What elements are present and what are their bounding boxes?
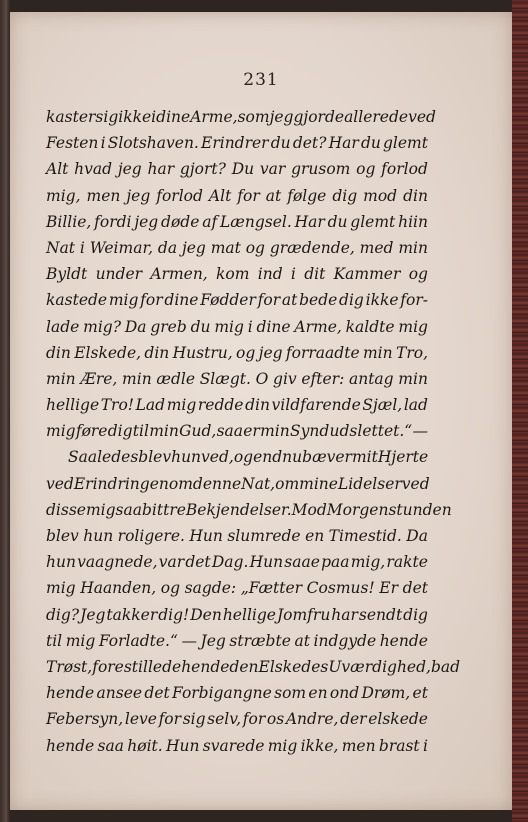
word: har [147, 160, 175, 179]
word: Drøm, [361, 684, 411, 703]
word: Weimar, [89, 238, 154, 257]
text-line [46, 523, 428, 549]
word: Andre, [285, 710, 339, 729]
word: bad [430, 657, 461, 676]
word: Erindringen [73, 474, 169, 493]
word: min [398, 369, 428, 388]
word: „Fætter [240, 579, 303, 598]
word: mig? [83, 317, 122, 336]
word: et [412, 684, 428, 703]
word: Armen, [150, 265, 208, 284]
word: Jeg [200, 631, 226, 650]
word: Tro, [395, 343, 428, 362]
text-line [46, 602, 428, 628]
word: mig [46, 579, 76, 598]
word: grædende, [269, 238, 355, 257]
word: brast [378, 736, 420, 755]
word: ved [401, 474, 430, 493]
word: greb [150, 317, 187, 336]
word: kom [216, 265, 250, 284]
word: til [132, 422, 149, 441]
word: gjort? [179, 160, 226, 179]
word: endnu [253, 448, 303, 467]
word: disse [46, 500, 86, 519]
word: min [46, 369, 76, 388]
book-cover-edge [512, 0, 528, 822]
word: saae [284, 553, 320, 572]
word: udslettet.“ [329, 422, 413, 441]
word: saa [97, 736, 124, 755]
word: og [356, 160, 376, 179]
word: ind [257, 265, 283, 284]
word: Ære, [80, 369, 118, 388]
word: saa [115, 500, 142, 519]
word: Hustru, [172, 343, 233, 362]
word: mig [46, 422, 76, 441]
word: selv, [207, 710, 242, 729]
word: i [100, 134, 106, 153]
word: din [245, 396, 270, 415]
text-line [46, 418, 428, 444]
word: mine [299, 474, 338, 493]
word: og [408, 265, 428, 284]
text-line [46, 733, 428, 759]
word: Da [124, 317, 147, 336]
word: mat [210, 238, 241, 257]
word: det [185, 553, 211, 572]
word: for [242, 710, 266, 729]
word: slumrede [227, 527, 301, 545]
word: mig, [46, 186, 81, 205]
word: din [144, 343, 170, 362]
word: Fødder [200, 291, 256, 310]
word: Længsel. [220, 212, 292, 231]
word: hvad [74, 160, 113, 179]
word: i [79, 238, 85, 257]
word: mig [65, 631, 96, 650]
word: Erindrer [201, 134, 269, 153]
word: Har [294, 212, 325, 231]
word: det [144, 684, 170, 703]
word: det [402, 579, 428, 598]
word: leve [124, 710, 157, 729]
word: ond [329, 684, 360, 703]
word: min [149, 422, 179, 441]
word: elskede [368, 710, 428, 729]
word: i [151, 108, 157, 126]
word: du [360, 134, 381, 153]
word: Du [231, 160, 255, 179]
word: paa [321, 553, 350, 572]
word: jeg [258, 343, 283, 362]
text-line [46, 287, 428, 313]
word: i [290, 265, 296, 284]
word: jeg [181, 238, 206, 257]
word: Har [328, 134, 359, 153]
body-text [46, 104, 461, 759]
word: Arme, [294, 317, 342, 336]
word: Sjæl, [362, 396, 403, 415]
word: og [236, 343, 256, 362]
word: følge [287, 186, 327, 205]
word: Forbigangne [172, 684, 272, 703]
word: takker [106, 605, 158, 624]
word: vaagnede, [77, 553, 158, 572]
word: Morgenstunden [326, 500, 452, 519]
word: dine [156, 108, 191, 126]
word: om [168, 474, 193, 493]
word: Arme, [190, 108, 238, 126]
text-line [46, 706, 428, 732]
word: dig [332, 186, 358, 205]
text-line [46, 209, 428, 235]
word: jeg [117, 160, 142, 179]
word: dig [403, 605, 428, 624]
word: du [270, 134, 291, 153]
word: mig [85, 500, 116, 519]
word: for [140, 291, 163, 310]
word: Hun [189, 527, 223, 545]
word: min [122, 369, 152, 388]
word: bæver [302, 448, 352, 467]
word: høit. [127, 736, 163, 755]
word: lade [46, 317, 80, 336]
word: du [327, 212, 348, 231]
word: dig [107, 422, 133, 441]
word: ansee [96, 684, 143, 703]
text-line [46, 680, 428, 706]
word: Lad [135, 396, 166, 415]
word: sig [182, 710, 206, 729]
word: hende [46, 684, 95, 703]
word: at [265, 186, 282, 205]
word: som [237, 108, 270, 126]
word: mit [351, 448, 378, 467]
word: Uværdighed, [328, 657, 431, 676]
text-line [46, 340, 428, 366]
word: hende [379, 631, 428, 650]
word: for [237, 186, 260, 205]
word: mig [166, 396, 197, 415]
word: Elskedes [258, 657, 329, 676]
word: hende [181, 657, 230, 676]
word: dig [339, 291, 364, 310]
word: af [202, 212, 218, 231]
word: om [275, 474, 300, 493]
word: og [233, 448, 254, 467]
word: til [46, 631, 63, 650]
word: Haanden, [80, 579, 157, 598]
word: giv [273, 369, 297, 388]
word: jeg [269, 108, 294, 126]
word: Alt [208, 186, 232, 205]
word: mig [214, 317, 244, 336]
word: jeg [126, 186, 151, 205]
word: hun [171, 448, 202, 467]
text-line [46, 235, 428, 261]
word: mig [267, 736, 298, 755]
word: Dag. [211, 553, 249, 572]
text-line [46, 314, 428, 340]
word: den [229, 657, 259, 676]
word: os [266, 710, 285, 729]
word: Synd [289, 422, 330, 441]
text-line [46, 104, 436, 130]
word: det? [292, 134, 327, 153]
word: Cosmus! [306, 579, 375, 598]
word: ikke [118, 108, 152, 126]
word: mig [398, 317, 428, 336]
word: fordi [94, 212, 132, 231]
word: Slotshaven. [107, 134, 199, 153]
word: Lidelser [337, 474, 402, 493]
word: du [190, 317, 211, 336]
word: kaldte [345, 317, 395, 336]
word: stræbte [229, 631, 291, 650]
word: Festen [46, 134, 99, 153]
word: ædle [156, 369, 195, 388]
word: hun [83, 527, 114, 545]
word: Hun [166, 736, 200, 755]
word: en [308, 684, 328, 703]
word: har [331, 605, 358, 624]
word: Forladte.“ [98, 631, 178, 650]
word: Alt [46, 160, 69, 179]
word: redde [197, 396, 244, 415]
word: var [158, 553, 185, 572]
word: ikke [365, 291, 399, 310]
word: var [259, 160, 286, 179]
word: glemt [350, 212, 396, 231]
word: kaster [46, 108, 96, 126]
word: saa [216, 422, 243, 441]
word: under [95, 265, 143, 284]
word: som [274, 684, 307, 703]
word: forlod [156, 186, 203, 205]
word: Bekjendelser. [185, 500, 292, 519]
text-line [46, 261, 428, 287]
word: der [340, 710, 367, 729]
word: indgyde [313, 631, 377, 650]
word: ved, [201, 448, 234, 467]
word: er [243, 422, 260, 441]
word: at [294, 631, 310, 650]
book-page [10, 12, 512, 810]
text-line [46, 497, 452, 523]
word: — [181, 631, 197, 650]
word: forlod [381, 160, 428, 179]
word: Billie, [46, 212, 92, 231]
word: føre [75, 422, 108, 441]
word: blev [46, 527, 79, 545]
word: dig? [46, 605, 80, 624]
word: Jomfru [276, 605, 331, 624]
word: roligere. [117, 527, 185, 545]
word: mig, [350, 553, 386, 572]
word: sagde: [184, 579, 237, 598]
word: din [46, 343, 71, 362]
word: døde [161, 212, 200, 231]
text-line [46, 654, 461, 680]
word: og [245, 238, 265, 257]
text-line [46, 444, 428, 470]
word: ved [408, 108, 436, 126]
word: at [281, 291, 298, 310]
word: grusom [291, 160, 351, 179]
text-line [46, 549, 428, 575]
page-number: 231 [243, 70, 279, 90]
word: men [86, 186, 121, 205]
word: jeg [134, 212, 159, 231]
text-line [46, 628, 428, 654]
word: min [398, 238, 428, 257]
word: vildfarende [271, 396, 361, 415]
word: denne [192, 474, 242, 493]
word: antag [348, 369, 394, 388]
word: sig [95, 108, 119, 126]
word: Febersyn, [46, 710, 124, 729]
word: Gud, [179, 422, 217, 441]
word: Nat [46, 238, 76, 257]
text-line [46, 392, 428, 418]
word: lad [403, 396, 428, 415]
word: min [362, 343, 393, 362]
word: og [160, 579, 181, 598]
word: Timestid. [328, 527, 402, 545]
word: Saaledes [68, 448, 139, 467]
word: Den [190, 605, 222, 624]
word: for- [400, 291, 428, 310]
word: men [341, 736, 376, 755]
word: Hun [249, 553, 284, 572]
word: Er [379, 579, 399, 598]
word: mig [108, 291, 139, 310]
word: i [422, 736, 428, 755]
word: Byldt [46, 265, 88, 284]
word: min [260, 422, 290, 441]
word: dine [256, 317, 291, 336]
word: Hjerte [377, 448, 429, 467]
word: Elskede, [74, 343, 142, 362]
word: svarede [202, 736, 265, 755]
word: O [255, 369, 269, 388]
word: Jeg [80, 605, 106, 624]
word: sendt [358, 605, 403, 624]
text-line [46, 130, 428, 156]
word: dine [164, 291, 199, 310]
text-line [46, 183, 428, 209]
word: med [359, 238, 394, 257]
word: hende [46, 736, 95, 755]
text-line [46, 471, 428, 497]
word: Slægt. [199, 369, 251, 388]
word: din [403, 186, 428, 205]
text-line [46, 366, 428, 392]
word: hun [46, 553, 76, 572]
word: gjorde [293, 108, 345, 126]
word: forestillede [92, 657, 182, 676]
word: dig! [158, 605, 190, 624]
word: for [257, 291, 281, 310]
word: bittre [141, 500, 186, 519]
word: Da [406, 527, 428, 545]
word: hiin [398, 212, 428, 231]
text-line [46, 575, 428, 601]
word: hellige [222, 605, 276, 624]
word: Mod [291, 500, 327, 519]
word: dit [304, 265, 326, 284]
word: en [305, 527, 325, 545]
word: bede [299, 291, 338, 310]
word: allerede [344, 108, 409, 126]
word: efter: [301, 369, 345, 388]
word: i [247, 317, 253, 336]
word: Kammer [333, 265, 401, 284]
word: glemt [383, 134, 428, 153]
word: Tro! [100, 396, 135, 415]
word: Nat, [241, 474, 276, 493]
word: rakte [386, 553, 428, 572]
word: mod [363, 186, 398, 205]
word: da [157, 238, 178, 257]
word: forraadte [285, 343, 360, 362]
word: for [158, 710, 182, 729]
word: Trøst, [46, 657, 93, 676]
word: ikke, [300, 736, 339, 755]
word: ved [46, 474, 74, 493]
word: kastede [46, 291, 108, 310]
word: — [412, 422, 428, 441]
text-line [46, 156, 428, 182]
word: blev [138, 448, 172, 467]
word: hellige [46, 396, 100, 415]
